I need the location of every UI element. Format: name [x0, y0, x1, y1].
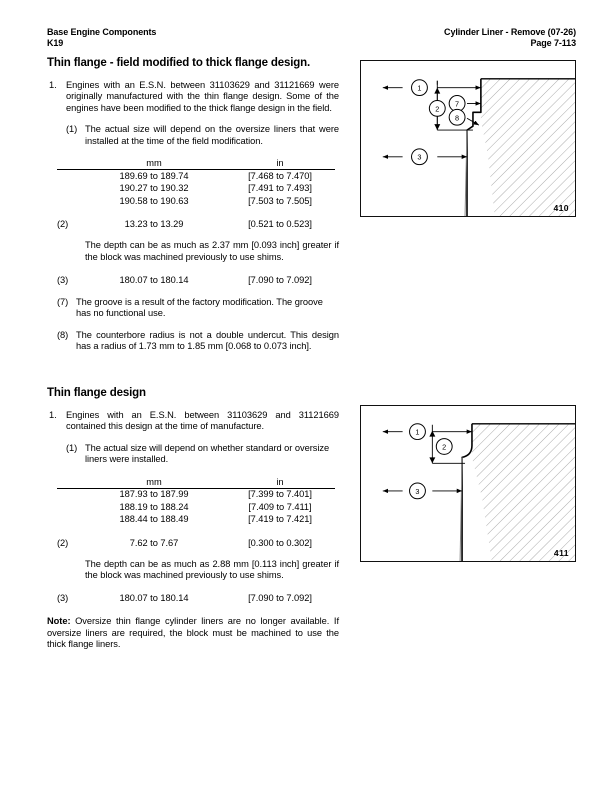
- callout-label-3: 3: [415, 486, 420, 496]
- section2-item-1-text: Engines with an E.S.N. between 31103629 and 31121669 contained this design at the time of manufacture.: [66, 409, 339, 432]
- row-in: [0.521 to 0.523]: [248, 219, 312, 230]
- counterbore-profile: [467, 79, 481, 216]
- section2-subitem-1-marker: (1): [66, 442, 78, 453]
- table-row: [57, 514, 335, 526]
- table-row: [57, 219, 335, 231]
- callout-label-1: 1: [417, 83, 422, 93]
- spec-table-1-header-mm: mm: [146, 158, 162, 169]
- table-row: [57, 537, 335, 549]
- spec-table-1-row3: [57, 274, 335, 286]
- row-in: [7.090 to 7.092]: [248, 274, 312, 285]
- row-marker: (3): [57, 593, 69, 604]
- section1-subitem-7-text: The groove is a result of the factory modification. The groove has no functional use.: [76, 296, 323, 319]
- table-row: [57, 501, 335, 513]
- row-in: [7.419 to 7.421]: [248, 514, 312, 525]
- row-in: [7.399 to 7.401]: [248, 489, 312, 500]
- section1-subitem-8-text: The counterbore radius is not a double undercut. This design has a radius of 1.73 mm to 1.85 mm [0.068 to 0.073 inch].: [76, 329, 339, 352]
- block-material-hatching: [472, 424, 575, 561]
- section1-depth-note: The depth can be as much as 2.37 mm [0.093 inch] greater if the block was machined previously to use shims.: [85, 240, 339, 262]
- section1-subitem-1: [66, 124, 339, 147]
- running-head-left: [47, 27, 156, 48]
- figure-411: [360, 405, 576, 562]
- callout-label-3: 3: [417, 152, 422, 162]
- table-row: [57, 170, 335, 182]
- running-head-right-line1: Cylinder Liner - Remove (07-26): [444, 27, 576, 37]
- callout-label-8: 8: [455, 113, 460, 123]
- text-column: [47, 57, 339, 651]
- counterbore-profile: [462, 424, 472, 561]
- dim-2-arrowhead-down: [434, 124, 440, 130]
- row-in: [7.503 to 7.505]: [248, 195, 312, 206]
- spec-table-2-header: [57, 477, 335, 488]
- row-in: [7.491 to 7.493]: [248, 183, 312, 194]
- row-mm: 190.58 to 190.63: [119, 195, 189, 206]
- table-row: [57, 593, 335, 605]
- row-marker: [57, 196, 83, 208]
- callout-label-7: 7: [455, 99, 460, 109]
- section1-item-1-text: Engines with an E.S.N. between 31103629 and 31121669 were originally manufactured with the thin flange design. Some of the engines have been modified to the thick flange design in the field.: [66, 79, 339, 113]
- dim-2-arrowhead-down: [429, 457, 435, 463]
- section2-item-1-marker: 1.: [49, 409, 57, 420]
- spec-table-1-header: [57, 158, 335, 169]
- table-row: [57, 489, 335, 501]
- row-in: [0.300 to 0.302]: [248, 537, 312, 548]
- row-marker: (2): [57, 537, 69, 548]
- section1-subitem-7: [57, 297, 339, 320]
- block-material-hatching: [481, 79, 575, 216]
- section1-subitem-8-marker: (8): [57, 329, 69, 340]
- figure-410-drawing: [361, 61, 575, 216]
- spec-table-1-header-marker: [57, 158, 83, 168]
- figure-410-number: 410: [553, 203, 569, 213]
- section1-item-1-marker: 1.: [49, 79, 57, 90]
- spec-table-2-row3: [57, 593, 335, 605]
- section1-item-1: [47, 80, 339, 115]
- spec-table-2-header-mm: mm: [146, 476, 162, 487]
- row-mm: 180.07 to 180.14: [119, 593, 189, 604]
- section2-subitem-1: [66, 443, 339, 466]
- section1-subitem-1-text: The actual size will depend on the oversize liners that were installed at the time of the field modification.: [85, 124, 339, 146]
- row-marker: (3): [57, 274, 69, 285]
- note-label: Note:: [47, 616, 71, 627]
- row-mm: 188.44 to 188.49: [119, 514, 189, 525]
- section2-item-1: [47, 410, 339, 433]
- page-number: Page 7-113: [530, 37, 576, 48]
- figure-410: [360, 60, 576, 217]
- row-mm: 190.27 to 190.32: [119, 183, 189, 194]
- row-marker: [57, 489, 83, 501]
- spec-table-2: [57, 477, 335, 550]
- table-row: [57, 183, 335, 195]
- row-in: [7.090 to 7.092]: [248, 593, 312, 604]
- row-marker: (2): [57, 219, 69, 230]
- table-row: [57, 195, 335, 207]
- section2-note: [47, 616, 339, 651]
- row-marker: [57, 502, 83, 514]
- section2-depth-note: The depth can be as much as 2.88 mm [0.113 inch] greater if the block was machined previously to use shims.: [85, 558, 339, 581]
- spec-table-1-header-in: in: [276, 158, 284, 169]
- row-marker: [57, 171, 83, 183]
- spec-table-2-header-marker: [57, 477, 83, 487]
- section-title-thin-flange-field-modified: Thin flange - field modified to thick flange design.: [47, 57, 311, 69]
- running-head-right: [444, 27, 576, 48]
- section1-subitem-7-marker: (7): [57, 296, 69, 307]
- spec-table-2-header-in: in: [276, 476, 284, 487]
- row-marker: [57, 514, 83, 526]
- row-in: [7.409 to 7.411]: [248, 501, 312, 512]
- figure-411-number: 411: [553, 548, 569, 558]
- dim-2-arrowhead-up: [434, 88, 440, 94]
- row-mm: 180.07 to 180.14: [119, 274, 189, 285]
- section1-subitem-1-marker: (1): [66, 124, 78, 135]
- note-text: Oversize thin flange cylinder liners are no longer available. If oversize liners are required, the block must be machined to use the thick flange liners.: [47, 616, 339, 650]
- running-head-left-line1: Base Engine Components: [47, 27, 157, 37]
- running-head-left-line2: K19: [47, 37, 64, 48]
- callout-label-2: 2: [442, 442, 447, 452]
- callout-label-2: 2: [435, 104, 440, 114]
- spec-table-1: [57, 158, 335, 231]
- section2-subitem-1-text: The actual size will depend on whether standard or oversize liners were installed.: [85, 442, 330, 465]
- figure-411-drawing: [361, 406, 575, 561]
- section-title-thin-flange-design: Thin flange design: [47, 387, 146, 400]
- row-in: [7.468 to 7.470]: [248, 170, 312, 181]
- row-mm: 188.19 to 188.24: [119, 501, 189, 512]
- row-marker: [57, 183, 83, 195]
- row-mm: 189.69 to 189.74: [119, 170, 189, 181]
- row-mm: 7.62 to 7.67: [129, 537, 179, 548]
- row-mm: 13.23 to 13.29: [124, 219, 184, 230]
- row-mm: 187.93 to 187.99: [119, 489, 189, 500]
- callout-label-1: 1: [415, 427, 420, 437]
- table-row: [57, 274, 335, 286]
- section1-subitem-8: [57, 330, 339, 353]
